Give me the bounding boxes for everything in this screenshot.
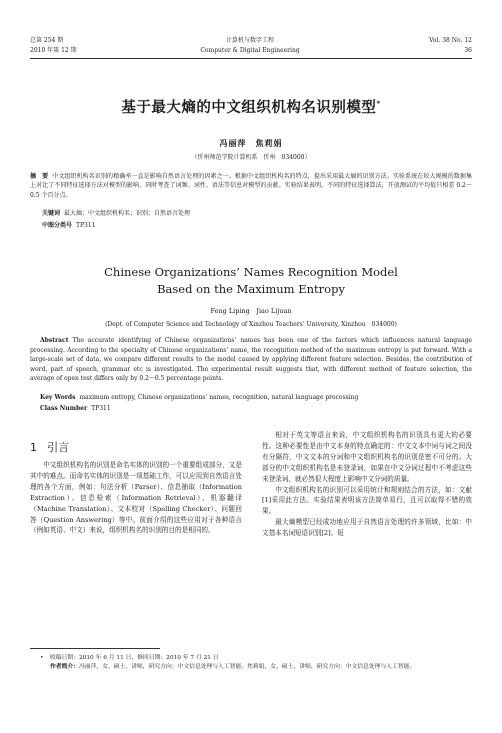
paragraph: 相对于英文等语言来说，中文组织机构名的识别具有更大的必要性。这种必要性是由中文本身的特点确定的：中文文本中词与词之间没有分隔符，中文文本的分词和中文组织机构名的识别是密不可分的。大部分的中文组织机构名是未登录词，如果在中文分词过程中不考虑这些未登录词，就必然很大程度上影响中文分词的质量。 (262, 431, 472, 483)
authors-cn: 冯丽萍 焦莉娟 (219, 138, 283, 148)
keywords-en (40, 393, 472, 402)
keywords-cn-label: 关键词 (42, 210, 61, 217)
abstract-cn (30, 172, 472, 200)
journal-name-cn: 计算机与数字工程 (225, 37, 274, 44)
authors-en: Feng Liping Jiao Lijuan (210, 307, 292, 315)
paragraph: 中文组织机构名的识别是命名实体的识别的一个重要组成部分，又是其中的难点。而命名实体的识别是一项基础工作，可以应用到自然语言处理的各个方面，例如：句法分析（Parser）、信息抽取（Information Extraction）、信息检索（Information Retrieval）、机器翻译（Machine Translation）、文本校对（Spelling Checker）、问题回答（Question Answering）等中。前面介绍的这些应用对于各种语言（例如英语、中文）来说，组织机构名的识别的目的是相同的。 (30, 461, 242, 535)
abstract-en-label: Abstract (40, 337, 69, 344)
issue-number: 总第 254 期 (30, 37, 64, 44)
keywords-cn (42, 209, 472, 218)
keywords-en-text: maximum entropy, Chinese organizations’ names, recognition, natural language processing (79, 394, 359, 401)
received-date: • 收稿日期：2010 年 6 月 11 日，修回日期：2010 年 7 月 21 日 (40, 655, 219, 661)
bullet-icon: • (40, 655, 44, 661)
author-bio (40, 663, 472, 672)
clc-en-label: Class Number (40, 405, 88, 412)
page-number: 36 (464, 47, 472, 54)
section-title: 引言 (47, 441, 70, 454)
abstract-cn-label: 摘 要 (30, 173, 49, 180)
clc-en-text: TP311 (91, 405, 111, 412)
year-issue: 2010 年第 12 期 (30, 47, 77, 54)
footnote (40, 654, 472, 672)
left-column (30, 460, 242, 536)
journal-name-en: Computer & Digital Engineering (200, 47, 300, 54)
keywords-cn-text: 最大熵；中文组织机构名；识别；自然语言处理 (64, 210, 191, 217)
abstract-cn-text: 中文组织机构名识别的精确率一直是影响自然语言处理的因素之一。根据中文组织机构名的特点，提出采用最大熵的识别方法。实验系统在较大规模的数据集上对比了不同特征选择方法对模型的影响，同时考查了词频、词性、语法等信息对模型的贡献。实验结果表明，不同的特征选择算法，开放测试的平均值只相差 0.2～0.5 个百分点。 (30, 173, 472, 199)
volume-number: Vol. 38 No. 12 (429, 37, 472, 44)
footnote-rule (30, 648, 160, 649)
clc-cn (42, 221, 472, 230)
paragraph: 中文组织机构名的识别可以采用统计和规则结合的方法，如：文献[1]采用此方法。实验结果表明该方法简单易行，且可以取得不错的效果。 (262, 485, 472, 516)
affiliation-cn: （忻州师范学院计算机系 忻州 034000） (191, 154, 311, 161)
abstract-en (30, 336, 472, 384)
keywords-en-label: Key Words (40, 394, 76, 401)
clc-cn-text: TP311 (76, 222, 96, 229)
paper-title-en-line2: Based on the Maximum Entropy (157, 282, 345, 296)
right-column (262, 430, 472, 539)
title-footnote-mark: * (376, 99, 381, 109)
paper-title-en (30, 264, 472, 298)
header-rule (30, 58, 472, 59)
section-number: 1 (30, 441, 37, 454)
affiliation-en: (Dept. of Computer Science and Technology of Xinzhou Teachers’ University, Xinzhou 034000) (105, 321, 397, 328)
abstract-en-text: The accurate identifying of Chinese organizations’ names has been one of the factors which influences natural language processing. According to the specialty of Chinese organizations’ name, the recognition method of the maximum entropy is put forward. With a large-scale set of data, we compare different results to the model caused by applying different feature selection. Besides, the contribution of word, part of speech, grammar etc is investigated. The experimental result suggests that, with different method of feature selection, the average of open test differs only by 0.2～0.5 percentage points. (30, 337, 472, 383)
author-bio-text: 冯丽萍，女，硕士，讲师，研究方向：中文信息处理与人工智能。焦莉娟，女，硕士，讲师，研究方向：中文信息处理与人工智能。 (79, 664, 416, 670)
clc-en (40, 404, 472, 413)
paper-title-en-line1: Chinese Organizations’ Names Recognition Model (104, 265, 398, 279)
paper-title-cn: 基于最大熵的中文组织机构名识别模型* (121, 99, 381, 116)
clc-cn-label: 中图分类号 (42, 222, 73, 229)
section-heading (30, 436, 242, 455)
author-bio-label: 作者简介： (50, 664, 79, 670)
paragraph: 最大熵模型已经成功地应用于自然语言处理的许多领域，比如：中文基本名词短语识别[2]、短 (262, 518, 472, 538)
